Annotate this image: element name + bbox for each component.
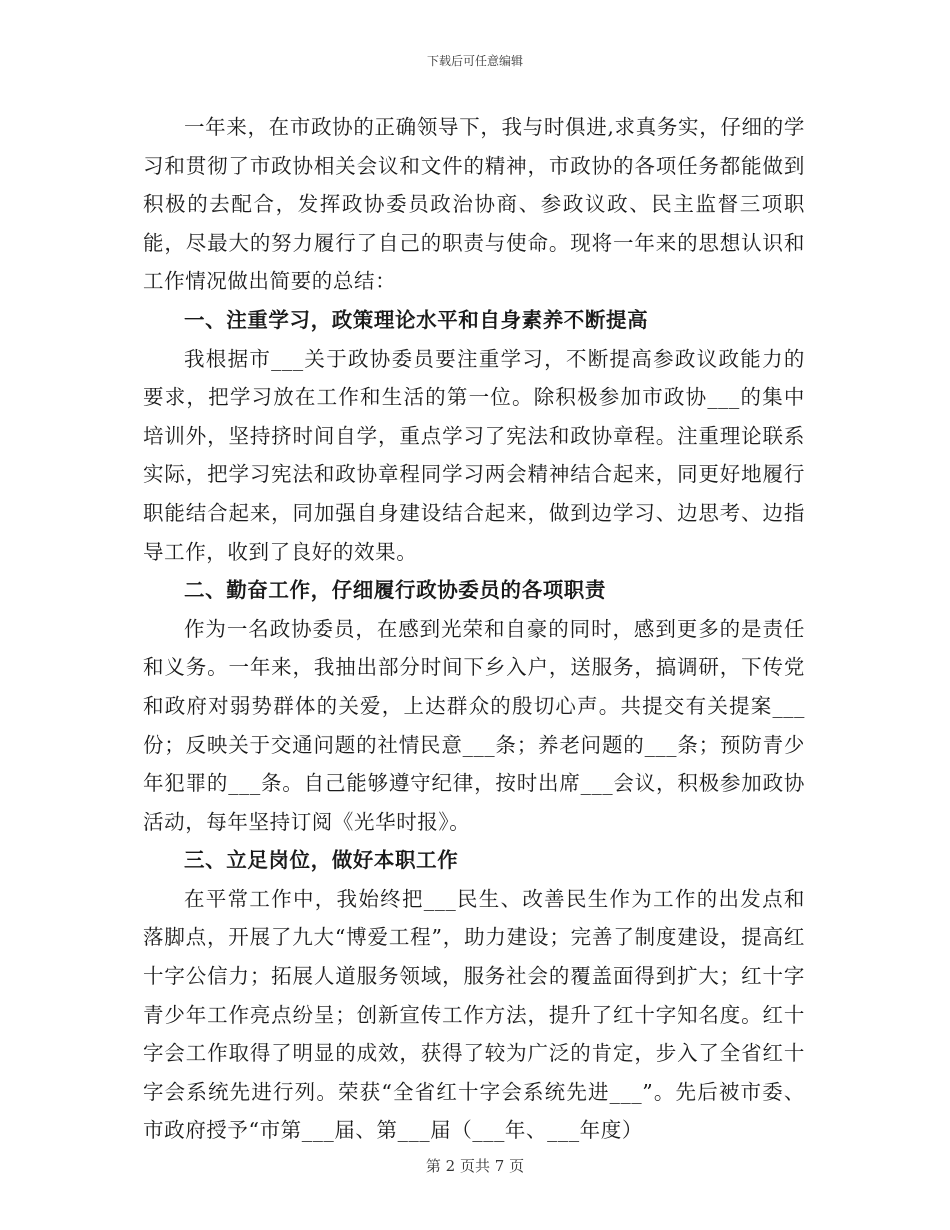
section-2-paragraph: 作为一名政协委员，在感到光荣和自豪的同时，感到更多的是责任和义务。一年来，我抽出部分时间下乡入户，送服务，搞调研，下传党和政府对弱势群体的关爱，上达群众的殷切心声。共提交有关提案___份；反映关于交通问题的社情民意___条；养老问题的___条；预防青少年犯罪的___条。自己能够遵守纪律，按时出席___会议，积极参加政协活动，每年坚持订阅《光华时报》。 [143, 616, 805, 834]
intro-paragraph: 一年来，在市政协的正确领导下，我与时俱进,求真务实，仔细的学习和贯彻了市政协相关会议和文件的精神，市政协的各项任务都能做到积极的去配合，发挥政协委员政治协商、参政议政、民主监督三项职能，尽最大的努力履行了自己的职责与使命。现将一年来的思想认识和工作情况做出简要的总结： [143, 115, 805, 294]
page-header: 下载后可任意编辑 [426, 54, 523, 68]
section-1-paragraph: 我根据市___关于政协委员要注重学习，不断提高参政议政能力的要求，把学习放在工作和生活的第一位。除积极参加市政协___的集中培训外，坚持挤时间自学，重点学习了宪法和政协章程。注重理论联系实际，把学习宪法和政协章程同学习两会精神结合起来，同更好地履行职能结合起来，同加强自身建设结合起来，做到边学习、边思考、边指导工作，收到了良好的效果。 [143, 346, 805, 564]
document-body [143, 108, 805, 1150]
section-1-heading: 一、注重学习，政策理论水平和自身素养不断提高 [184, 307, 649, 332]
section-3-heading: 三、立足岗位，做好本职工作 [184, 848, 459, 873]
page-footer: 第 2 页共 7 页 [425, 1157, 525, 1175]
section-3-paragraph: 在平常工作中，我始终把___民生、改善民生作为工作的出发点和落脚点，开展了九大“博爱工程”，助力建设；完善了制度建设，提高红十字公信力；拓展人道服务领域，服务社会的覆盖面得到扩大；红十字青少年工作亮点纷呈；创新宣传工作方法，提升了红十字知名度。红十字会工作取得了明显的成效，获得了较为广泛的肯定，步入了全省红十字会系统先进行列。荣获“全省红十字会系统先进___”。先后被市委、市政府授予“市第___届、第___届（___年、___年度） [143, 886, 805, 1143]
section-2-heading: 二、勤奋工作，仔细履行政协委员的各项职责 [184, 578, 606, 603]
